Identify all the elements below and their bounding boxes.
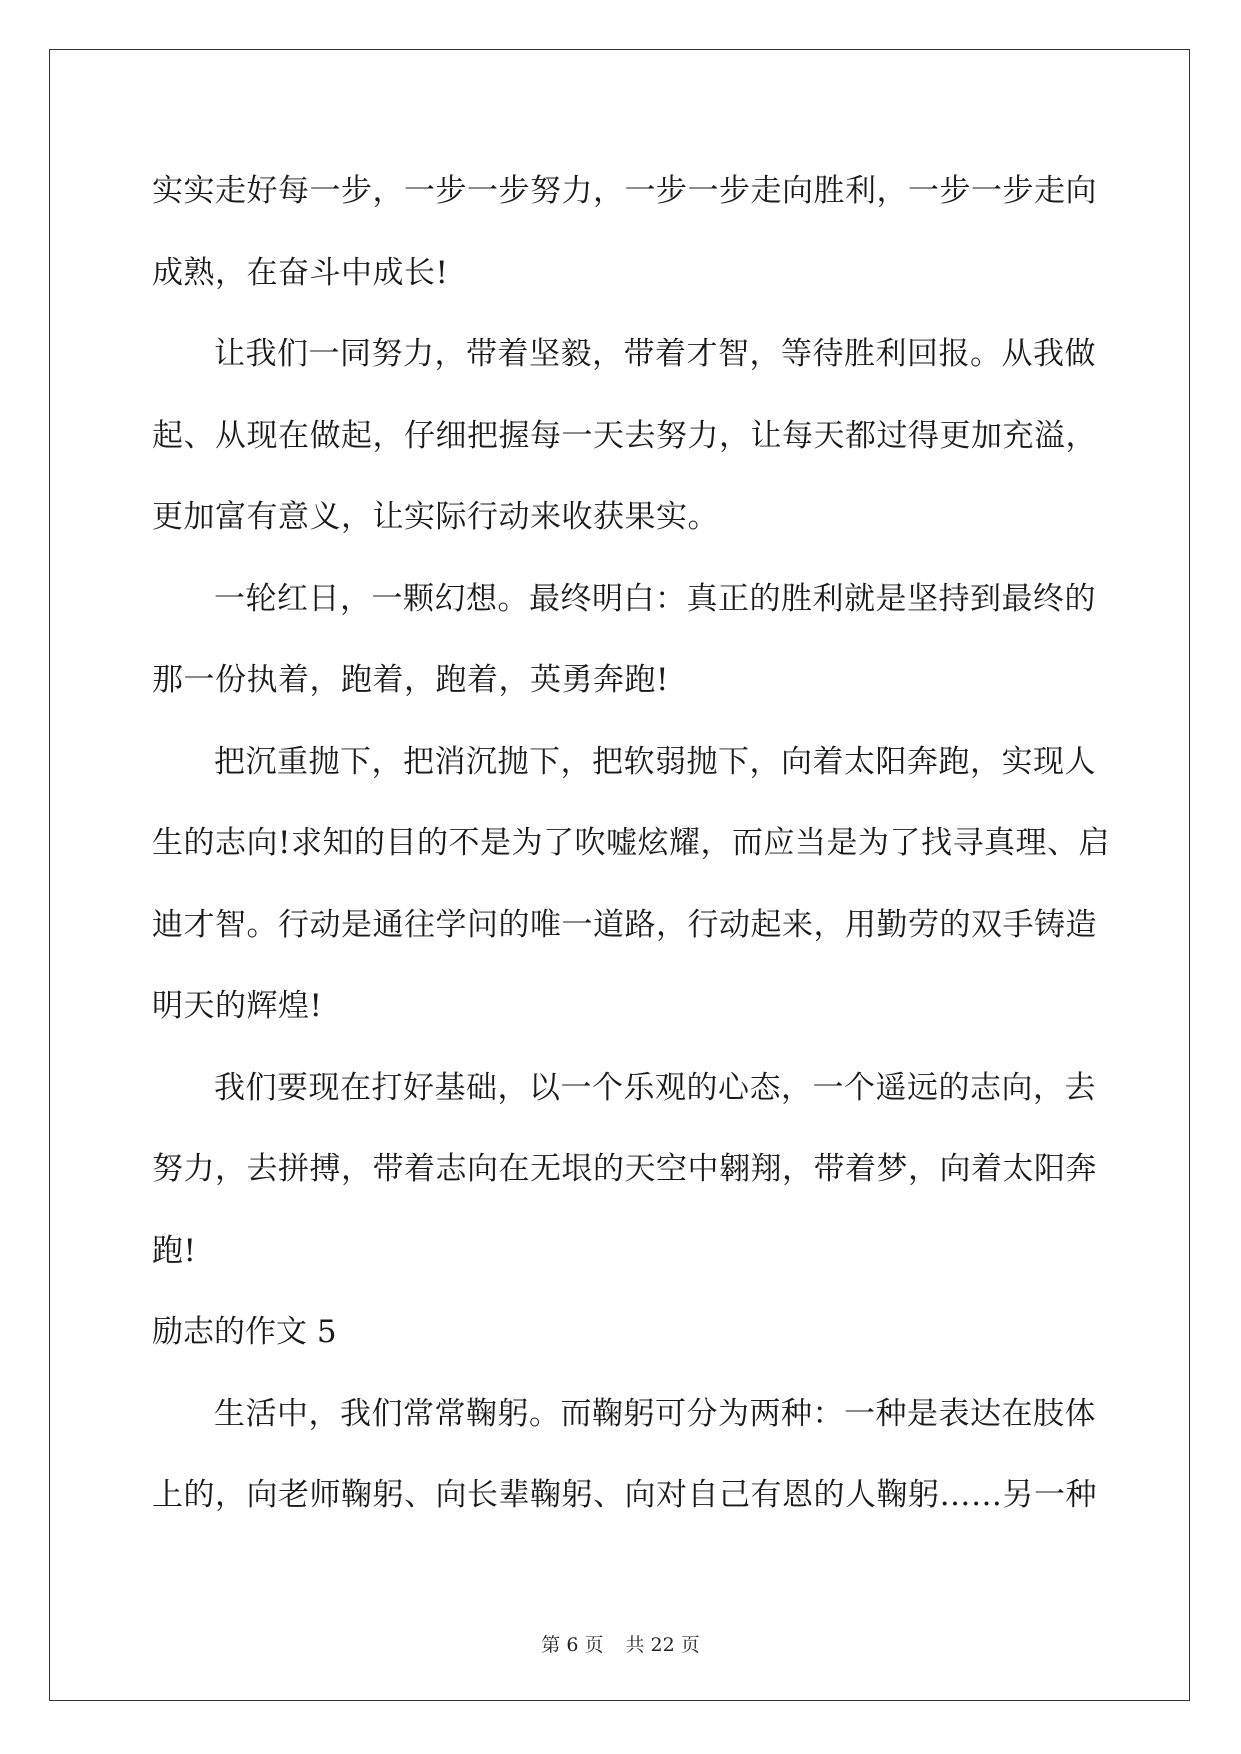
text-line: 迪才智。行动是通往学问的唯一道路，行动起来，用勤劳的双手铸造 xyxy=(152,906,1097,943)
text-line: 那一份执着，跑着，跑着，英勇奔跑! xyxy=(152,662,669,698)
text-line: 努力，去拼搏，带着志向在无垠的天空中翱翔，带着梦，向着太阳奔 xyxy=(152,1151,1097,1187)
text-line: 生活中，我们常常鞠躬。而鞠躬可分为两种：一种是表达在肢体 xyxy=(214,1395,1096,1432)
document-body xyxy=(152,151,1110,1537)
text-line: 上的，向老师鞠躬、向长辈鞠躬、向对自己有恩的人鞠躬……另一种 xyxy=(152,1477,1097,1513)
text-line: 我们要现在打好基础，以一个乐观的心态，一个遥远的志向，去 xyxy=(214,1069,1096,1106)
text-line: 一轮红日，一颗幻想。最终明白：真正的胜利就是坚持到最终的 xyxy=(214,580,1096,617)
current-page-label: 第 6 页 xyxy=(541,1634,604,1656)
text-line: 起、从现在做起，仔细把握每一天去努力，让每天都过得更加充溢， xyxy=(152,417,1097,454)
text-line: 成熟，在奋斗中成长! xyxy=(152,254,449,291)
text-line: 明天的辉煌! xyxy=(152,988,323,1024)
total-pages-label: 共 22 页 xyxy=(625,1634,700,1656)
text-line: 把沉重抛下，把消沉抛下，把软弱抛下，向着太阳奔跑，实现人 xyxy=(214,743,1096,780)
section-heading: 励志的作文 5 xyxy=(152,1314,337,1350)
text-line: 跑! xyxy=(152,1232,197,1269)
text-line: 让我们一同努力，带着坚毅，带着才智，等待胜利回报。从我做 xyxy=(214,336,1096,372)
text-line: 生的志向!求知的目的不是为了吹嘘炫耀，而应当是为了找寻真理、启 xyxy=(152,825,1110,861)
text-line: 更加富有意义，让实际行动来收获果实。 xyxy=(152,499,719,535)
text-line: 实实走好每一步，一步一步努力，一步一步走向胜利，一步一步走向 xyxy=(152,173,1097,209)
page-footer xyxy=(0,1630,1241,1657)
